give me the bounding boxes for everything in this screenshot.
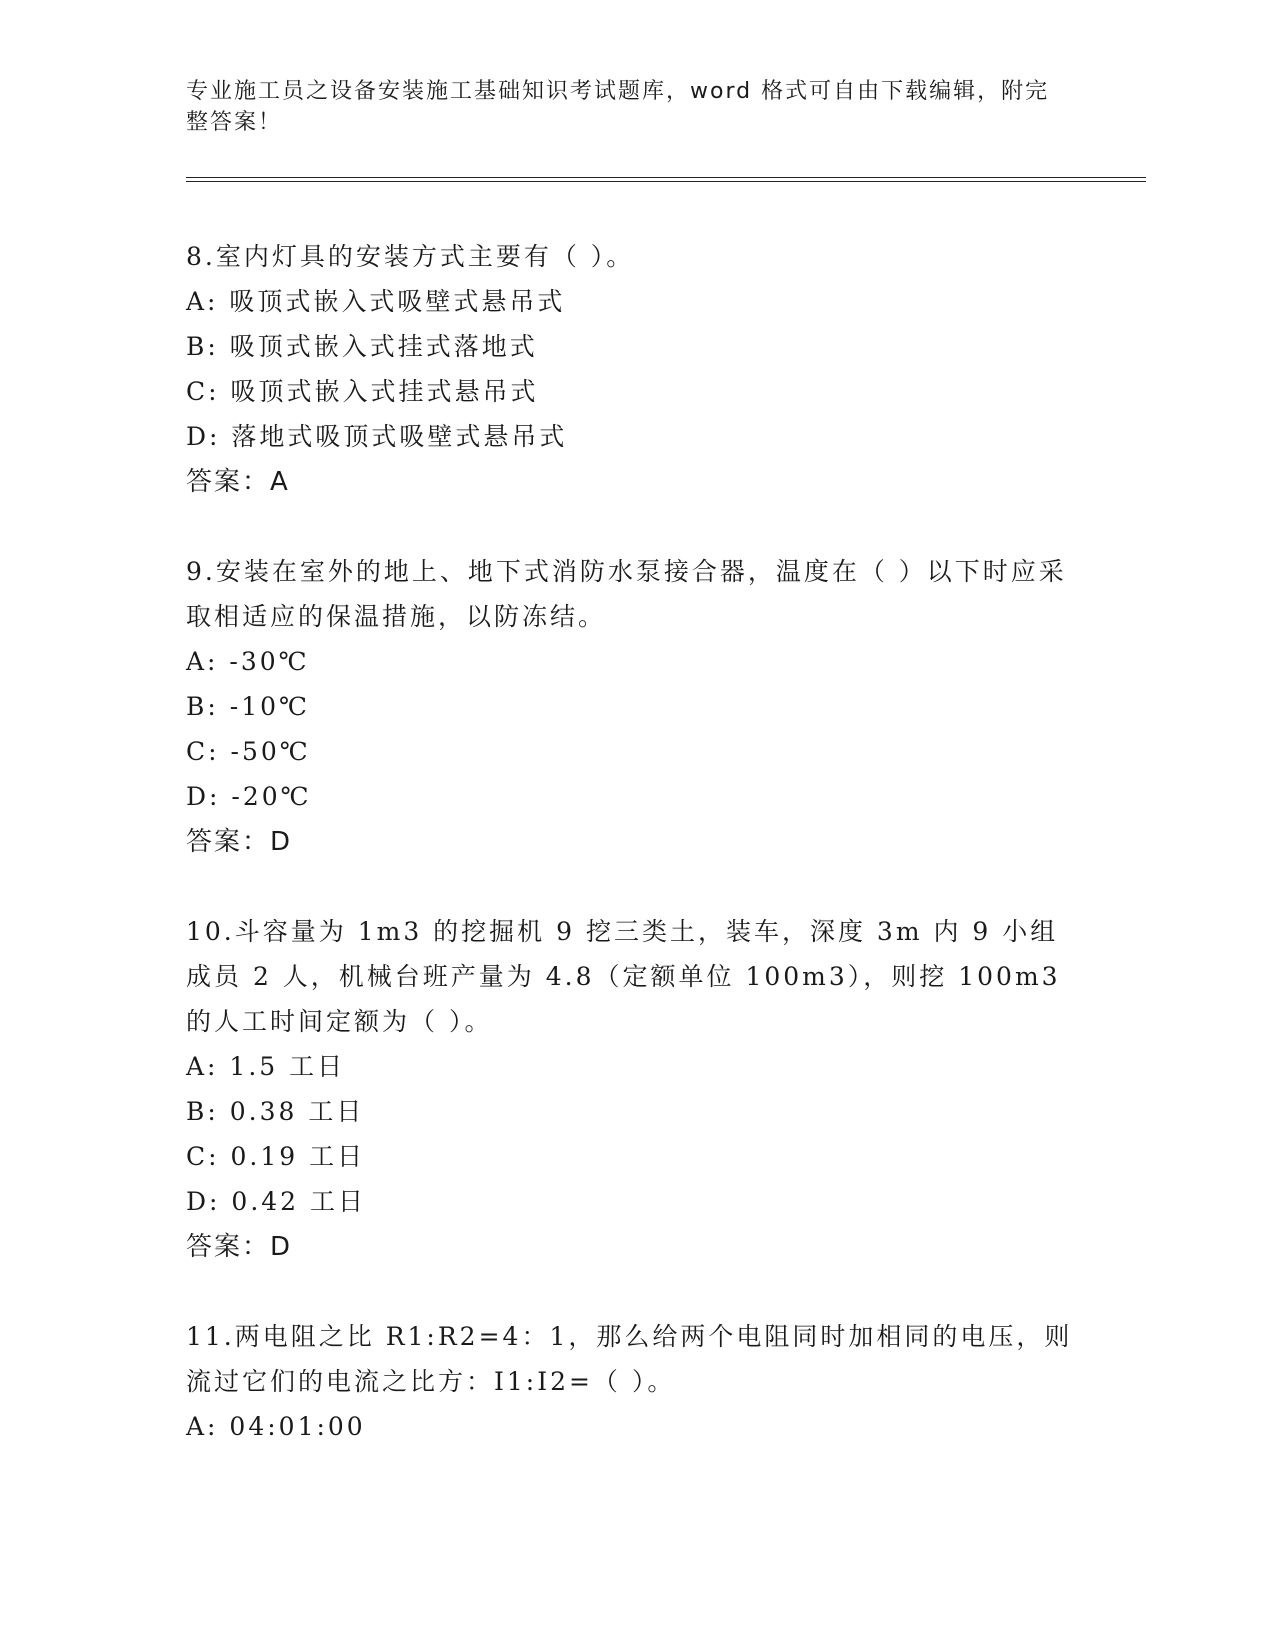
- question-11: [186, 1314, 1086, 1449]
- option-c: C: 0.19 工日: [186, 1142, 366, 1171]
- answer: 答案：D: [186, 1232, 293, 1262]
- question-text: 8.室内灯具的安装方式主要有（ ）。: [186, 242, 635, 271]
- option-a: A: -30℃: [186, 647, 310, 676]
- option-d: D: -20℃: [186, 782, 312, 811]
- question-9: [186, 549, 1086, 865]
- header-divider-bottom: [186, 181, 1146, 182]
- answer: 答案：D: [186, 827, 293, 857]
- answer: 答案：A: [186, 467, 290, 497]
- question-text: 11.两电阻之比 R1:R2=4：1，那么给两个电阻同时加相同的电压，则流过它们的电流之比方：I1:I2=（ ）。: [186, 1322, 1073, 1396]
- option-c: C: 吸顶式嵌入式挂式悬吊式: [186, 377, 539, 406]
- header-divider-top: [186, 177, 1146, 178]
- question-8: [186, 234, 1086, 505]
- option-d: D: 落地式吸顶式吸壁式悬吊式: [186, 422, 568, 451]
- question-10: [186, 909, 1086, 1270]
- option-b: B: 吸顶式嵌入式挂式落地式: [186, 332, 538, 361]
- option-a: A: 04:01:00: [186, 1412, 366, 1441]
- option-a: A: 吸顶式嵌入式吸壁式悬吊式: [186, 287, 566, 316]
- option-d: D: 0.42 工日: [186, 1187, 367, 1216]
- question-text: 9.安装在室外的地上、地下式消防水泵接合器，温度在（ ）以下时应采取相适应的保温措施，以防冻结。: [186, 557, 1067, 631]
- option-b: B: -10℃: [186, 692, 310, 721]
- option-b: B: 0.38 工日: [186, 1097, 365, 1126]
- document-header: 专业施工员之设备安装施工基础知识考试题库，word 格式可自由下载编辑，附完整答案！: [186, 79, 1050, 135]
- question-text: 10.斗容量为 1m3 的挖掘机 9 挖三类土，装车，深度 3m 内 9 小组成员 2 人，机械台班产量为 4.8（定额单位 100m3），则挖 100m3 的人工时间定额为（ ）。: [186, 917, 1061, 1036]
- option-c: C: -50℃: [186, 737, 311, 766]
- question-list: [186, 234, 1086, 1493]
- option-a: A: 1.5 工日: [186, 1052, 346, 1081]
